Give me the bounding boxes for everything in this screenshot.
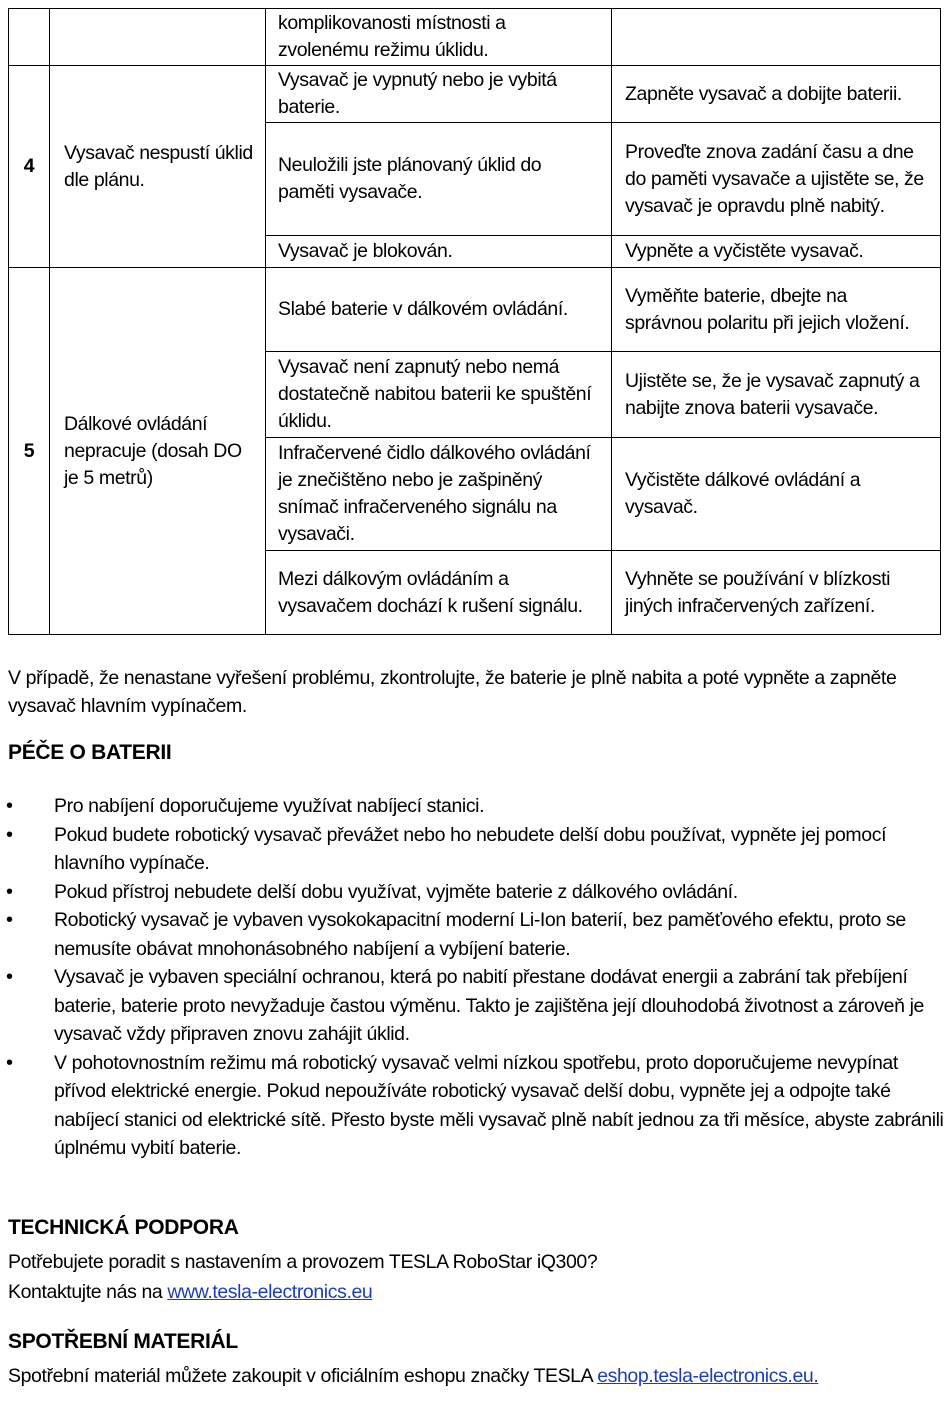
troubleshooting-note: V případě, že nenastane vyřešení problému, zkontrolujte, že baterie je plně nabita a poté vypněte a zapněte vysavač hlavním vypínačem. — [8, 667, 897, 717]
list-item: • Pro nabíjení doporučujeme využívat nabíjecí stanici. — [0, 792, 945, 821]
support-website-link[interactable]: www.tesla-electronics.eu — [167, 1281, 373, 1303]
problem-number-cell — [9, 9, 50, 66]
solution-cell: Vyhněte se používání v blízkosti jiných infračervených zařízení. — [612, 551, 941, 635]
cause-cell: Vysavač je vypnutý nebo je vybitá baterie. — [266, 66, 612, 123]
symptom-cell — [50, 9, 266, 66]
list-item: • V pohotovnostním režimu má robotický vysavač velmi nízkou spotřebu, proto doporučujeme nevypínat přívod elektrické energie. Pokud nepoužíváte robotický vysavač delší dobu, vypněte jej a odpojte také nabíjecí stanici od elektrické sítě. Přesto byste měli vysavač plně nabít jednou za tři měsíce, abyste zabránili úplnému vybití baterie. — [0, 1049, 945, 1163]
problem-symptom: Dálkové ovládání nepracuje (dosah DO je 5 metrů) — [50, 268, 266, 635]
problem-number: 5 — [9, 268, 50, 635]
battery-care-heading: PÉČE O BATERII — [8, 741, 172, 764]
solution-cell: Vypněte a vyčistěte vysavač. — [612, 236, 941, 268]
cause-cell: Vysavač je blokován. — [266, 236, 612, 268]
troubleshooting-table — [8, 8, 941, 635]
list-item: • Pokud přístroj nebudete delší dobu využívat, vyjměte baterie z dálkového ovládání. — [0, 878, 945, 907]
solution-cell: Vyměňte baterie, dbejte na správnou polaritu při jejich vložení. — [612, 268, 941, 352]
table-row — [9, 9, 941, 66]
support-contact — [8, 1278, 943, 1306]
solution-cell — [612, 9, 941, 66]
list-item: • Robotický vysavač je vybaven vysokokapacitní moderní Li-Ion baterií, bez paměťového efektu, proto se nemusíte obávat mnohonásobného nabíjení a vybíjení baterie. — [0, 906, 945, 963]
list-item: • Vysavač je vybaven speciální ochranou, která po nabití přestane dodávat energii a zabrání tak přebíjení baterie, baterie proto nevyžaduje častou výměnu. Takto je zajištěna její dlouhodobá životnost a zároveň je vysavač vždy připraven znovu zahájit úklid. — [0, 963, 945, 1049]
solution-cell: Vyčistěte dálkové ovládání a vysavač. — [612, 438, 941, 551]
table-row — [9, 268, 941, 352]
table-row — [9, 66, 941, 123]
solution-cell: Ujistěte se, že je vysavač zapnutý a nabijte znova baterii vysavače. — [612, 352, 941, 438]
support-heading: TECHNICKÁ PODPORA — [8, 1216, 239, 1239]
list-item: • Pokud budete robotický vysavač převážet nebo ho nebudete delší dobu používat, vypněte jej pomocí hlavního vypínače. — [0, 821, 945, 878]
eshop-link[interactable]: eshop.tesla-electronics.eu. — [597, 1365, 819, 1387]
support-contact-text: Kontaktujte nás na — [8, 1281, 168, 1303]
solution-cell: Proveďte znova zadání času a dne do paměti vysavače a ujistěte se, že vysavač je opravdu plně nabitý. — [612, 123, 941, 236]
consumables-text-prefix: Spotřební materiál můžete zakoupit v oficiálním eshopu značky TESLA — [8, 1365, 598, 1387]
cause-cell: komplikovanosti místnosti a zvolenému režimu úklidu. — [266, 9, 612, 66]
support-question: Potřebujete poradit s nastavením a provozem TESLA RoboStar iQ300? — [8, 1251, 598, 1273]
cause-cell: Neuložili jste plánovaný úklid do paměti vysavače. — [266, 123, 612, 236]
cause-cell: Vysavač není zapnutý nebo nemá dostatečně nabitou baterii ke spuštění úklidu. — [266, 352, 612, 438]
consumables-text — [8, 1362, 943, 1390]
problem-number: 4 — [9, 66, 50, 268]
problem-symptom: Vysavač nespustí úklid dle plánu. — [50, 66, 266, 268]
battery-care-list — [0, 792, 945, 1163]
consumables-heading: SPOTŘEBNÍ MATERIÁL — [8, 1330, 238, 1353]
cause-cell: Slabé baterie v dálkovém ovládání. — [266, 268, 612, 352]
solution-cell: Zapněte vysavač a dobijte baterii. — [612, 66, 941, 123]
cause-cell: Infračervené čidlo dálkového ovládání je znečištěno nebo je zašpiněný snímač infračerveného signálu na vysavači. — [266, 438, 612, 551]
cause-cell: Mezi dálkovým ovládáním a vysavačem dochází k rušení signálu. — [266, 551, 612, 635]
